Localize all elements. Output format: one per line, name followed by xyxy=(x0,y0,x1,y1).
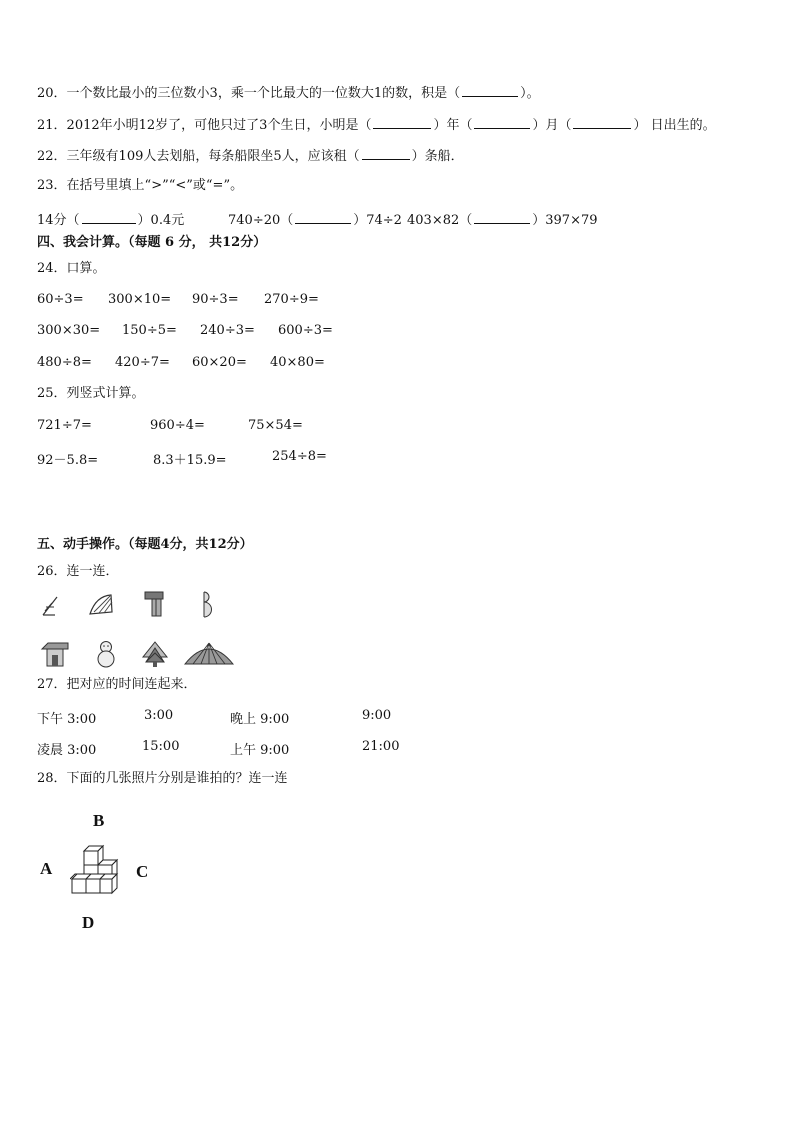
viewpoint-label-b: B xyxy=(93,811,105,830)
vertical-calc-item: 254÷8= xyxy=(272,449,327,464)
viewpoint-label-d: D xyxy=(82,913,95,932)
question-20: 20．一个数比最小的三位数小3，乘一个比最大的一位数大1的数，积是（ ）。 xyxy=(37,86,540,101)
question-23-title: 23．在括号里填上“>”“<”或“=”。 xyxy=(37,178,244,193)
section-4-heading: 四、我会计算。（每题 6 分， 共12分） xyxy=(37,235,267,250)
compare-blank[interactable] xyxy=(474,211,530,224)
cube-stack-icon xyxy=(70,844,122,898)
time-item[interactable]: 9:00 xyxy=(362,708,392,723)
question-22-text: 22．三年级有109人去划船，每条船限坐5人，应该租（ xyxy=(37,149,360,164)
compare-item-2: 740÷20（ ）74÷2 xyxy=(228,213,402,228)
mental-calc-item: 90÷3= xyxy=(192,292,239,307)
time-item[interactable]: 晚上 9:00 xyxy=(230,712,290,727)
answer-blank[interactable] xyxy=(462,84,518,97)
question-24-title: 24．口算。 xyxy=(37,261,106,276)
umbrella-icon[interactable] xyxy=(183,640,235,666)
mental-calc-item: 150÷5= xyxy=(122,323,177,338)
time-item[interactable]: 21:00 xyxy=(362,739,400,754)
section-5-heading: 五、动手操作。（每题4分，共12分） xyxy=(37,537,253,552)
question-28-title: 28．下面的几张照片分别是谁拍的？连一连 xyxy=(37,771,288,786)
mental-calc-item: 420÷7= xyxy=(115,355,170,370)
compare-item-1: 14分（ ）0.4元 xyxy=(37,213,185,228)
question-22: 22．三年级有109人去划船，每条船限坐5人，应该租（ ）条船． xyxy=(37,149,464,164)
mental-calc-item: 300×10= xyxy=(108,292,172,307)
vertical-calc-item: 721÷7= xyxy=(37,418,92,433)
compare-blank[interactable] xyxy=(82,211,136,224)
viewpoint-label-a: A xyxy=(40,859,53,878)
mental-calc-item: 300×30= xyxy=(37,323,101,338)
answer-blank[interactable] xyxy=(362,147,410,160)
compare-item-3: 403×82（ ）397×79 xyxy=(407,213,598,228)
vertical-calc-item: 75×54= xyxy=(248,418,303,433)
vertical-calc-item: 960÷4= xyxy=(150,418,205,433)
partial-snowman-icon[interactable] xyxy=(196,590,212,618)
mental-calc-item: 240÷3= xyxy=(200,323,255,338)
mental-calc-item: 60÷3= xyxy=(37,292,84,307)
question-27-title: 27．把对应的时间连起来． xyxy=(37,677,197,692)
mental-calc-item: 480÷8= xyxy=(37,355,92,370)
time-item[interactable]: 3:00 xyxy=(144,708,174,723)
question-21: 21．2012年小明12岁了，可他只过了3个生日，小明是（ ）年（ ）月（ ） 日出生的。 xyxy=(37,118,716,133)
mental-calc-item: 40×80= xyxy=(270,355,325,370)
answer-blank-month[interactable] xyxy=(474,116,530,129)
question-20-text: 20．一个数比最小的三位数小3，乘一个比最大的一位数大1的数，积是（ xyxy=(37,86,461,101)
mental-calc-item: 270÷9= xyxy=(264,292,319,307)
answer-blank-day[interactable] xyxy=(573,116,631,129)
time-item[interactable]: 上午 9:00 xyxy=(230,743,290,758)
question-25-title: 25．列竖式计算。 xyxy=(37,386,145,401)
house-icon[interactable] xyxy=(40,641,70,667)
partial-house-icon[interactable] xyxy=(144,591,164,617)
mental-calc-item: 600÷3= xyxy=(278,323,333,338)
time-item[interactable]: 15:00 xyxy=(142,739,180,754)
vertical-calc-item: 8.3＋15.9= xyxy=(153,453,227,468)
tree-icon[interactable] xyxy=(140,640,170,668)
time-item[interactable]: 凌晨 3:00 xyxy=(37,743,97,758)
question-21-text: 21．2012年小明12岁了，可他只过了3个生日，小明是（ xyxy=(37,118,372,133)
snowman-icon[interactable] xyxy=(95,640,117,668)
compare-blank[interactable] xyxy=(295,211,351,224)
partial-cone-stripes-icon[interactable] xyxy=(40,593,60,617)
vertical-calc-item: 92－5.8= xyxy=(37,453,99,468)
mental-calc-item: 60×20= xyxy=(192,355,247,370)
question-26-title: 26．连一连． xyxy=(37,564,119,579)
partial-umbrella-icon[interactable] xyxy=(88,592,114,616)
answer-blank-year[interactable] xyxy=(373,116,431,129)
viewpoint-label-c: C xyxy=(136,862,149,881)
time-item[interactable]: 下午 3:00 xyxy=(37,712,97,727)
